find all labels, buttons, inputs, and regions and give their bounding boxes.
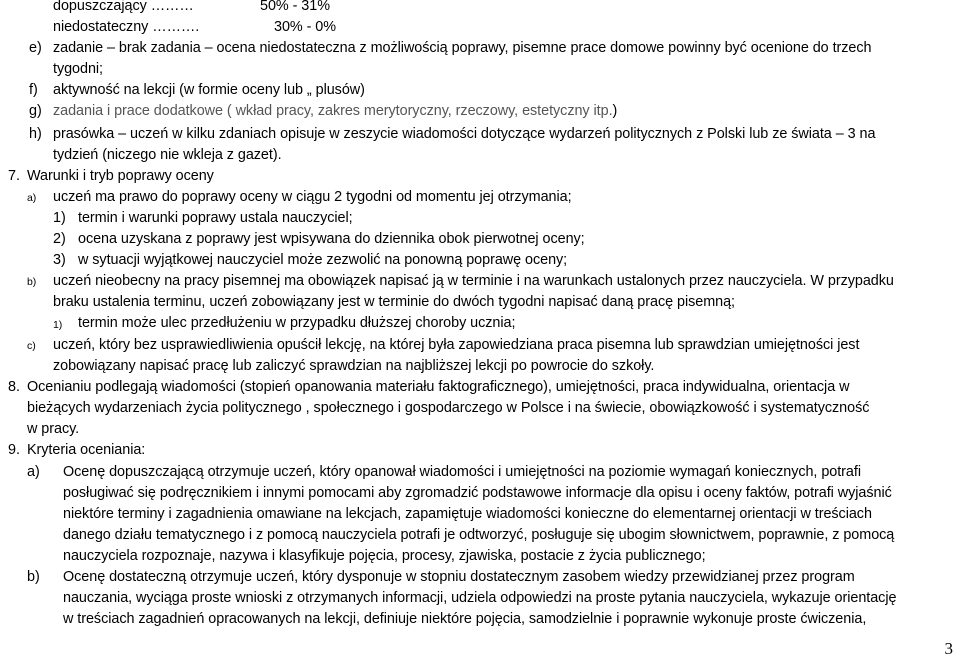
grade-label: niedostateczny ………. [53, 19, 200, 35]
section-7-title: Warunki i tryb poprawy oceny [27, 168, 214, 184]
section-7a-text: uczeń ma prawo do poprawy oceny w ciągu 2 tygodni od momentu jej otrzymania; [53, 189, 572, 205]
section-7a-sub2-marker: 2) [53, 231, 66, 247]
item-h-marker: h) [29, 126, 42, 142]
item-h-line2: tydzień (niczego nie wkleja z gazet). [53, 147, 282, 163]
section-7a-sub3-marker: 3) [53, 252, 66, 268]
item-e-line2: tygodni; [53, 61, 104, 77]
item-f-text: aktywność na lekcji (w formie oceny lub „ plusów) [53, 82, 365, 98]
section-9b-line2: nauczania, wyciąga proste wnioski z otrzymanych informacji, udziela odpowiedzi na proste pytania nauczyciela, wykazuje orientację [63, 590, 897, 606]
item-g-text-gray: rzeczowy, estetyczny itp. [451, 103, 613, 119]
section-8-line1: Ocenianiu podlegają wiadomości (stopień opanowania materiału faktograficznego), umiejętności, praca indywidualna, orientacja w [27, 379, 850, 395]
section-7a-sub2-text: ocena uzyskana z poprawy jest wpisywana do dziennika obok pierwotnej oceny; [78, 231, 585, 247]
grade-niedostateczny [53, 17, 336, 38]
section-7c-marker: c) [27, 340, 36, 352]
grade-range: 30% - 0% [274, 19, 336, 35]
section-7a-sub1-marker: 1) [53, 210, 66, 226]
section-9b-marker: b) [27, 569, 40, 585]
grade-range: 50% - 31% [260, 0, 330, 14]
section-9a-line2: posługiwać się podręcznikiem i innymi pomocami aby zgromadzić podstawowe informacje dla opisu i oceny faktów, potrafi wyjaśnić [63, 485, 892, 501]
section-7a-sub3-text: w sytuacji wyjątkowej nauczyciel może zezwolić na ponowną poprawę oceny; [78, 252, 568, 268]
section-7b-marker: b) [27, 276, 37, 288]
section-9-number: 9. [8, 442, 20, 458]
item-e-line1: zadanie – brak zadania – ocena niedostateczna z możliwością poprawy, pisemne prace domowe powinny być ocenione do trzech [53, 40, 872, 56]
section-7b-line1: uczeń nieobecny na pracy pisemnej ma obowiązek napisać ją w terminie i na warunkach ustalonych przez nauczyciela. W przypadku [53, 273, 894, 289]
section-7c-line2: zobowiązany napisać pracę lub zaliczyć sprawdzian na najbliższej lekcji po powrocie do szkoły. [53, 358, 655, 374]
item-g-text-end: ) [612, 103, 618, 119]
section-9b-line1: Ocenę dostateczną otrzymuje uczeń, który dysponuje w stopniu dostatecznym zasobem wiedzy przewidzianej przez program [63, 569, 855, 585]
item-g-text-main: zadania i prace dodatkowe ( wkład pracy, zakres merytoryczny, [53, 103, 452, 119]
section-9b-line3: w treściach zagadnień opracowanych na lekcji, definiuje niektóre pojęcia, samodzielnie i poprawnie wykonuje proste ćwiczenia, [63, 611, 867, 627]
section-8-number: 8. [8, 379, 20, 395]
page-number: 3 [944, 639, 953, 658]
item-g-marker: g) [29, 103, 42, 119]
section-7b-sub-text: termin może ulec przedłużeniu w przypadku dłuższej choroby ucznia; [78, 315, 516, 331]
item-f-marker: f) [29, 82, 38, 98]
section-7a-marker: a) [27, 192, 37, 204]
section-9-title: Kryteria oceniania: [27, 442, 146, 458]
item-g-text [53, 101, 617, 122]
section-8-line3: w pracy. [27, 421, 80, 437]
section-7a-sub1-text: termin i warunki poprawy ustala nauczyciel; [78, 210, 353, 226]
section-9a-line4: danego działu tematycznego i z pomocą nauczyciela potrafi je odtworzyć, posługuje się ubogim słownictwem, poprawnie, z pomocą [63, 527, 895, 543]
section-9a-line5: nauczyciela rozpoznaje, nazywa i klasyfikuje pojęcia, procesy, zjawiska, postacie z życia publicznego; [63, 548, 706, 564]
item-h-line1: prasówka – uczeń w kilku zdaniach opisuje w zeszycie wiadomości dotyczące wydarzeń politycznych z Polski lub ze świata – 3 na [53, 126, 876, 142]
grade-dopuszczajacy [53, 0, 330, 17]
section-7b-sub-marker: 1) [53, 319, 63, 331]
section-9a-marker: a) [27, 464, 40, 480]
section-7-number: 7. [8, 168, 20, 184]
item-e-marker: e) [29, 40, 42, 56]
section-9a-line3: niektóre terminy i zagadnienia omawiane na lekcjach, zapamiętuje wiadomości konieczne do elementarnej orientacji w treściach [63, 506, 872, 522]
section-8-line2: bieżących wydarzeniach życia politycznego , społecznego i gospodarczego w Polsce i na świecie, obowiązkowość i systematyczność [27, 400, 870, 416]
section-9a-line1: Ocenę dopuszczającą otrzymuje uczeń, który opanował wiadomości i umiejętności na poziomie wymagań koniecznych, potrafi [63, 464, 861, 480]
grade-label: dopuszczający ……… [53, 0, 194, 14]
section-7b-line2: braku ustalenia terminu, uczeń zobowiązany jest w terminie do dwóch tygodni napisać daną pracę pisemną; [53, 294, 735, 310]
section-7c-line1: uczeń, który bez usprawiedliwienia opuścił lekcję, na której była zapowiedziana praca pisemna lub sprawdzian umiejętności jest [53, 337, 860, 353]
